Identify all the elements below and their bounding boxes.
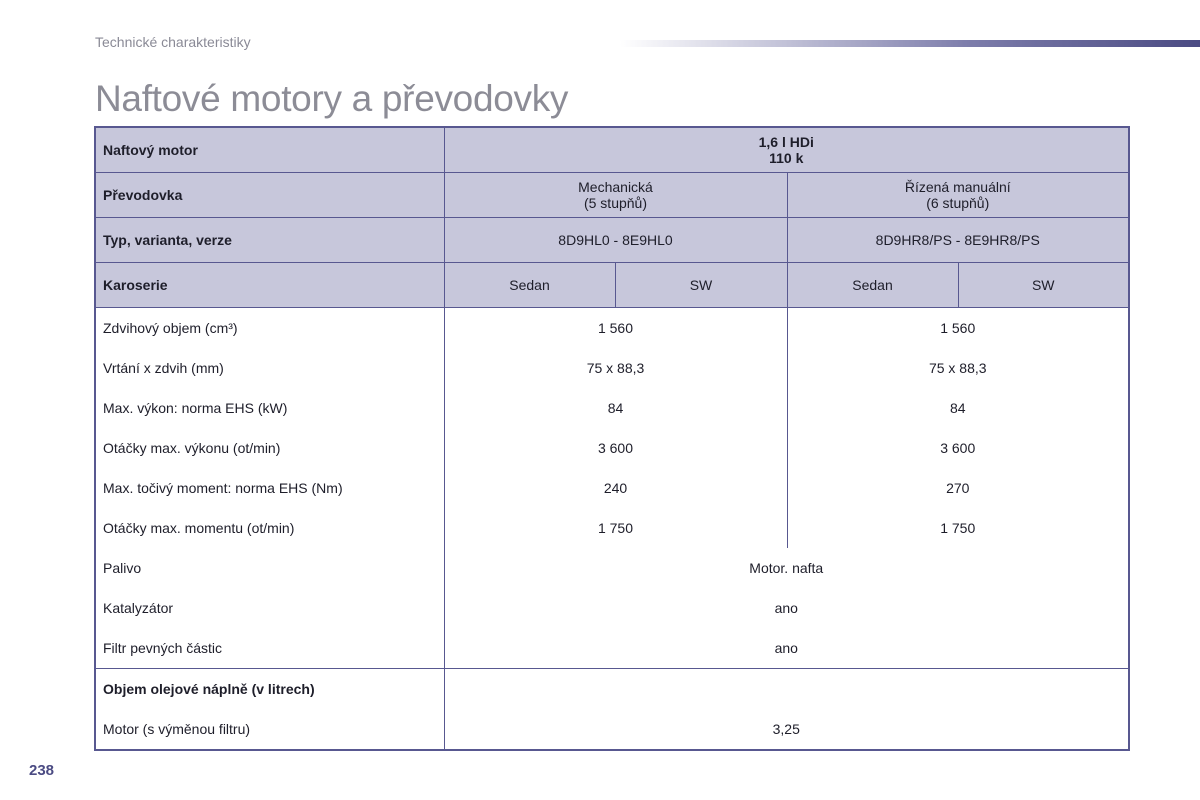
gearbox-manual — [444, 173, 787, 218]
row-label: Katalyzátor — [95, 588, 444, 628]
gearbox-automated-line1: Řízená manuální — [904, 179, 1011, 195]
table-row — [95, 388, 1129, 428]
row-label: Max. točivý moment: norma EHS (Nm) — [95, 468, 444, 508]
gearbox-row — [95, 173, 1129, 218]
type-label: Typ, varianta, verze — [95, 218, 444, 263]
row-value-automated: 270 — [946, 480, 970, 496]
engine-value — [444, 127, 1129, 173]
row-value-manual: 240 — [444, 468, 787, 508]
row-label: Filtr pevných částic — [95, 628, 444, 669]
table-row — [95, 308, 1129, 349]
body-label: Karoserie — [95, 263, 444, 308]
oil-heading-empty — [444, 669, 1129, 710]
row-value-automated: 1 560 — [940, 320, 976, 336]
page-number: 238 — [29, 762, 55, 779]
type-row — [95, 218, 1129, 263]
body-value: Sedan — [787, 263, 958, 308]
type-manual: 8D9HL0 - 8E9HL0 — [444, 218, 787, 263]
row-label: Otáčky max. momentu (ot/min) — [95, 508, 444, 548]
oil-heading-label: Objem olejové náplně (v litrech) — [95, 669, 444, 710]
section-label: Technické charakteristiky — [95, 34, 251, 50]
engine-value-line2: 110 k — [769, 150, 804, 166]
row-value-automated: 3 600 — [940, 440, 976, 456]
body-row — [95, 263, 1129, 308]
table-row — [95, 628, 1129, 669]
table-row — [95, 348, 1129, 388]
row-value-shared: ano — [774, 600, 798, 616]
gearbox-automated-line2: (6 stupňů) — [926, 195, 990, 211]
row-label: Otáčky max. výkonu (ot/min) — [95, 428, 444, 468]
body-value: SW — [958, 263, 1129, 308]
gearbox-automated — [787, 173, 1129, 218]
table-row — [95, 588, 1129, 628]
row-value-manual: 75 x 88,3 — [444, 348, 787, 388]
engine-value-line1: 1,6 l HDi — [758, 134, 814, 150]
row-value-automated: 1 750 — [940, 520, 976, 536]
gearbox-manual-line1: Mechanická — [578, 179, 653, 195]
table-row — [95, 548, 1129, 588]
row-label: Palivo — [95, 548, 444, 588]
oil-heading-row — [95, 669, 1129, 710]
oil-row-value: 3,25 — [772, 721, 800, 737]
gearbox-manual-line2: (5 stupňů) — [583, 195, 648, 211]
header-gradient-bar — [620, 40, 1200, 47]
oil-row — [95, 709, 1129, 750]
oil-row-label: Motor (s výměnou filtru) — [95, 709, 444, 750]
gearbox-label: Převodovka — [95, 173, 444, 218]
engine-row — [95, 127, 1129, 173]
table-row — [95, 428, 1129, 468]
row-value-shared: ano — [444, 628, 1129, 669]
engine-label: Naftový motor — [95, 127, 444, 173]
row-label: Max. výkon: norma EHS (kW) — [95, 388, 444, 428]
row-value-manual: 84 — [444, 388, 787, 428]
row-label: Vrtání x zdvih (mm) — [95, 348, 444, 388]
row-value-manual: 1 560 — [444, 308, 787, 349]
row-value-shared: Motor. nafta — [749, 560, 824, 576]
row-label: Zdvihový objem (cm³) — [95, 308, 444, 349]
body-value: SW — [615, 263, 787, 308]
table-row — [95, 508, 1129, 548]
row-value-manual: 1 750 — [444, 508, 787, 548]
type-automated: 8D9HR8/PS - 8E9HR8/PS — [787, 218, 1129, 263]
table-row — [95, 468, 1129, 508]
engine-spec-table — [94, 126, 1130, 751]
row-value-automated: 84 — [949, 400, 966, 416]
body-value: Sedan — [444, 263, 615, 308]
row-value-manual: 3 600 — [444, 428, 787, 468]
row-value-automated: 75 x 88,3 — [928, 360, 987, 376]
page-title: Naftové motory a převodovky — [95, 78, 569, 119]
